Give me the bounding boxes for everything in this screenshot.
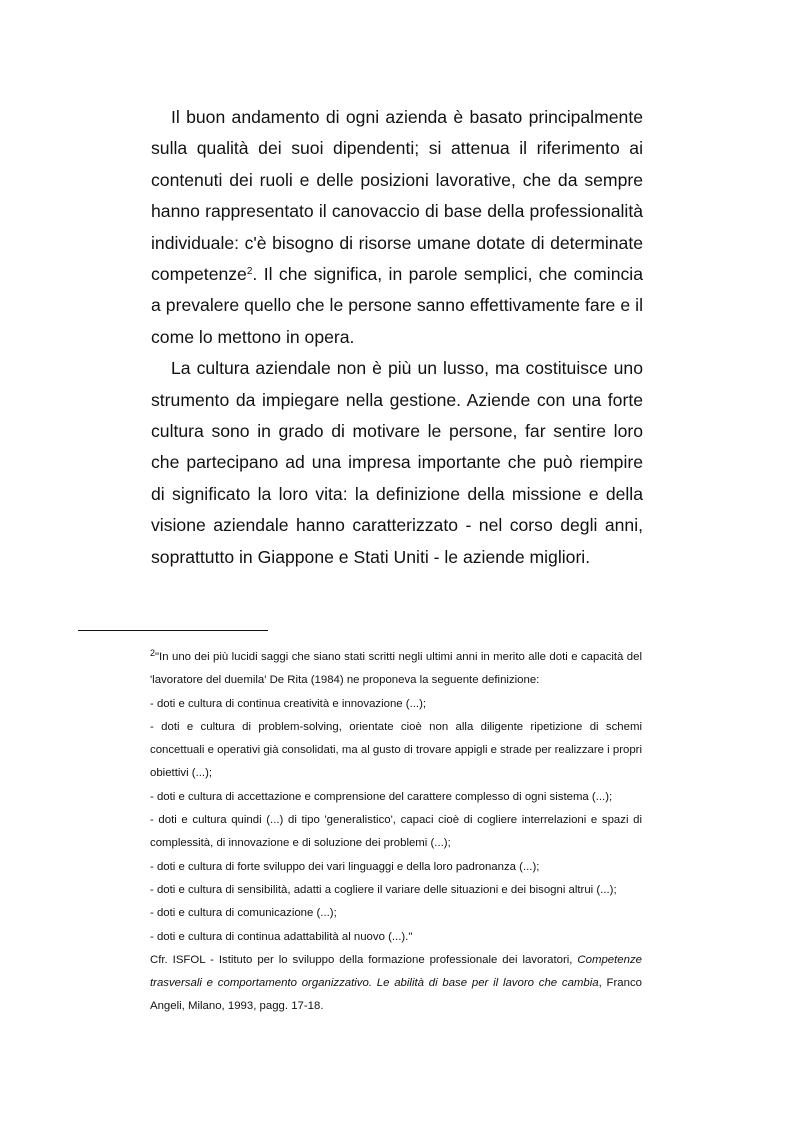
paragraph-1-text-before-ref: Il buon andamento di ogni azienda è basato principalmente sulla qualità dei suoi dipendenti; si attenua il riferimento ai contenuti dei ruoli e delle posizioni lavorative, che da sempre hanno rappresentato il canovaccio di base della professionalità individuale: c'è bisogno di risorse umane dotate di determinate competenze	[151, 107, 643, 285]
footnote-item: - doti e cultura di sensibilità, adatti a cogliere il variare delle situazioni e dei bisogni altrui (...);	[150, 883, 617, 896]
citation-prefix: Cfr. ISFOL - Istituto per lo sviluppo della formazione professionale dei lavoratori,	[150, 953, 578, 966]
footnote	[150, 646, 642, 1019]
citation-title: Competenze trasversali e comportamento organizzativo. Le abilità di base per il lavoro che cambia	[150, 953, 642, 990]
footnote-item: - doti e cultura di accettazione e comprensione del carattere complesso di ogni sistema (...);	[150, 790, 613, 803]
footnote-item: - doti e cultura di continua creatività e innovazione (...);	[150, 697, 427, 710]
footnote-citation	[150, 949, 642, 1019]
footnote-separator	[78, 630, 268, 631]
footnote-intro	[150, 646, 642, 693]
footnote-item: - doti e cultura quindi (...) di tipo 'generalistico', capaci cioè di cogliere interrelazioni e spazi di complessità, di innovazione e di soluzione dei problemi (...);	[150, 814, 642, 850]
footnote-item: - doti e cultura di continua adattabilità al nuovo (...)."	[150, 930, 413, 943]
paragraph-2: La cultura aziendale non è più un lusso, ma costituisce uno strumento da impiegare nella gestione. Aziende con una forte cultura sono in grado di motivare le persone, far sentire loro che partecipano ad una impresa importante che può riempire di significato la loro vita: la definizione della missione e della visione aziendale hanno caratterizzato - nel corso degli anni, soprattutto in Giappone e Stati Uniti - le aziende migliori.	[151, 358, 643, 567]
main-text	[151, 102, 643, 573]
citation-suffix: , Franco Angeli, Milano, 1993, pagg. 17-18.	[150, 977, 643, 1013]
footnote-item: - doti e cultura di forte sviluppo dei vari linguaggi e della loro padronanza (...);	[150, 860, 540, 873]
footnote-marker: 2	[150, 648, 156, 658]
footnote-item: - doti e cultura di comunicazione (...);	[150, 907, 337, 920]
paragraph-1	[151, 102, 643, 353]
paragraph-1-text-after-ref: . Il che significa, in parole semplici, che comincia a prevalere quello che le persone sanno effettivamente fare e il come lo mettono in opera.	[151, 264, 643, 347]
footnote-reference: 2	[246, 266, 253, 278]
footnote-item: - doti e cultura di problem-solving, orientate cioè non alla diligente ripetizione di schemi concettuali e operativi già consolidati, ma al gusto di trovare appigli e strade per realizzare i propri obiettivi (...);	[150, 720, 642, 780]
footnote-intro-text: "In uno dei più lucidi saggi che siano stati scritti negli ultimi anni in merito alle doti e capacità del 'lavoratore del duemila' De Rita (1984) ne proponeva la seguente definizione:	[150, 651, 642, 687]
